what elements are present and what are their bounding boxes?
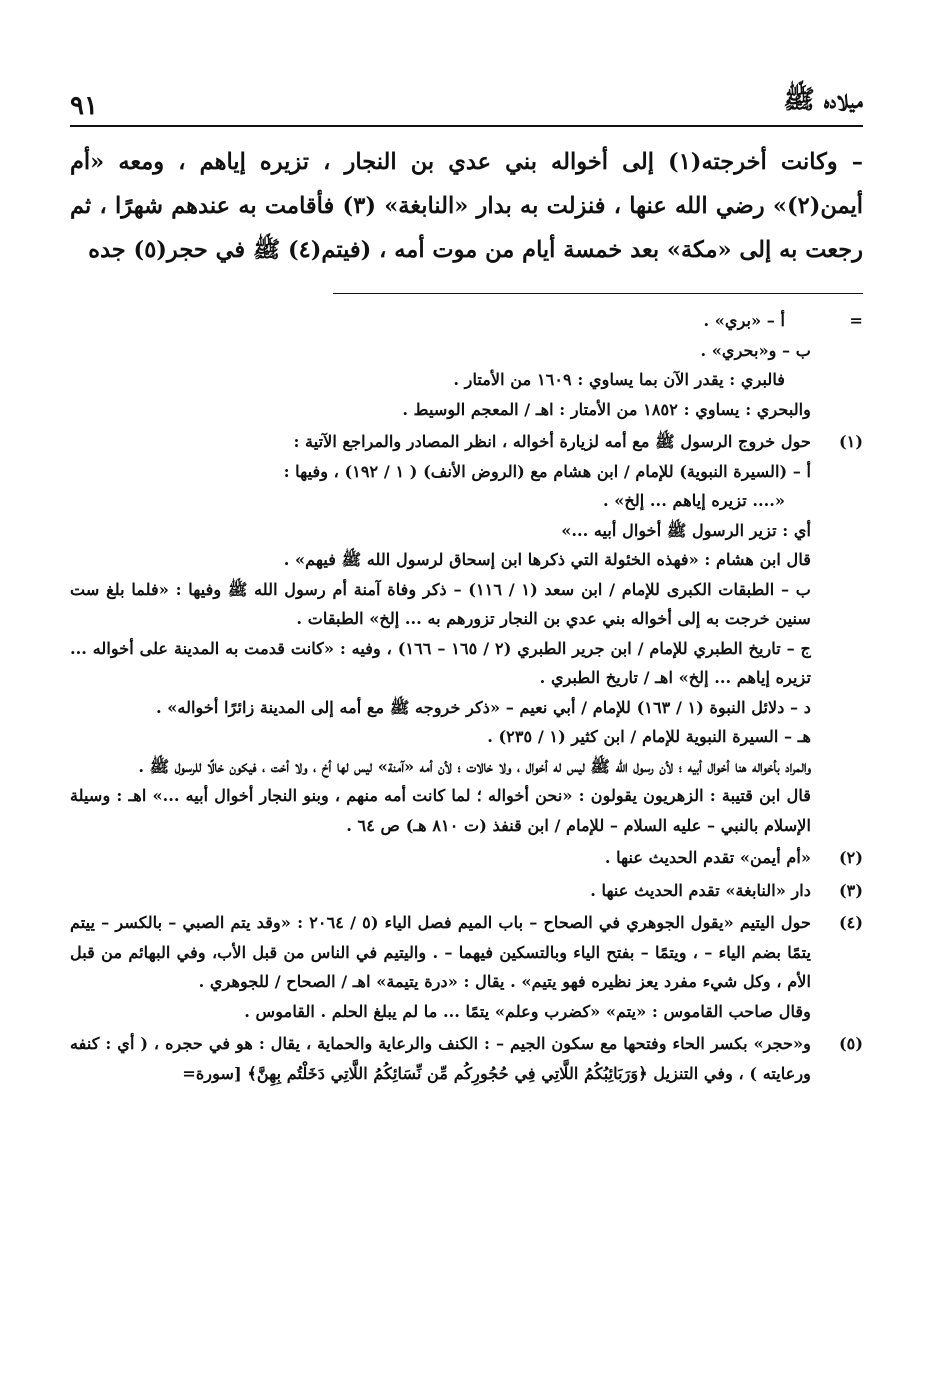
footnote-line: حول اليتيم «يقول الجوهري في الصحاح – باب الميم فصل الياء (٥ / ٢٠٦٤ : «وقد يتم الصبي – بالكسر – ييتم يتمًا بضم الياء – ، ويتمًا – بفتح الياء وبالتسكين فيهما – . واليتيم في الناس من قبل الأب، وفي البهائم من قبل الأم ، وكل شيء مفرد يعز نظيره فهو يتيم» . يقال : «درة يتيمة» اهـ / الصحاح / للجوهري . — [70, 913, 812, 991]
footnote-line: والبحري : يساوي : ١٨٥٢ من الأمتار : اهـ / المعجم الوسيط . — [402, 399, 811, 419]
footnote-4 — [70, 908, 863, 1026]
footnote-1 — [70, 427, 863, 840]
page-number: ٩١ — [70, 91, 98, 121]
footnote-line: وقال صاحب القاموس : «يتم» «كضرب وعلم» يتمًا ... ما لم يبلغ الحلم . القاموس . — [244, 1001, 811, 1021]
footnote-line: أ – (السيرة النبوية) للإمام / ابن هشام مع (الروض الأنف) ( ١ / ١٩٢) ، وفيها : — [283, 461, 811, 481]
footnote-line: «أم أيمن» تقدم الحديث عنها . — [604, 848, 811, 867]
main-paragraph: – وكانت أخرجته(١) إلى أخواله بني عدي بن النجار ، تزيره إياهم ، ومعه «أم أيمن(٢)» رضي الله عنها ، فنزلت به بدار «النابغة» (٣) فأقامت به عندهم شهرًا ، ثم رجعت به إلى «مكة» بعد خمسة أيام من موت أمه ، (فيتم(٤) ﷺ في حجر(٥) جده — [70, 149, 864, 263]
footnote-line: د – دلائل النبوة (١ / ١٦٣) للإمام / أبي نعيم – «ذكر خروجه ﷺ مع أمه إلى المدينة زائرًا أخواله» . — [156, 697, 811, 717]
footnote-2 — [70, 843, 863, 873]
footnote-line: ب – الطبقات الكبرى للإمام / ابن سعد (١ / ١١٦) – ذكر وفاة آمنة أم رسول الله ﷺ وفيها : «فلما بلغ ست سنين خرجت به إلى أخواله بني عدي بن النجار تزورهم به ... إلخ» الطبقات . — [70, 579, 812, 628]
footnote-number: (١) — [838, 432, 863, 451]
footnote-line: «.... تزيره إياهم ... إلخ» . — [603, 491, 785, 510]
footnote-line: دار «النابغة» تقدم الحديث عنها . — [590, 880, 811, 900]
footnote-line: فالبري : يقدر الآن بما يساوي : ١٦٠٩ من الأمتار . — [453, 370, 785, 389]
continuation-mark: = — [849, 311, 863, 330]
footnote-line: ب – و«بحري» . — [700, 340, 811, 360]
footnotes — [70, 306, 863, 1091]
footnote-separator — [333, 293, 863, 294]
footnote-number: (٢) — [838, 848, 863, 867]
footnote-line: ج – تاريخ الطبري للإمام / ابن جرير الطبري (٢ / ١٦٥ – ١٦٦) ، وفيه : «كانت قدمت به المدينة على أخواله ... تزيره إياهم ... إلخ» اهـ / تاريخ الطبري . — [70, 638, 811, 687]
footnote-continued — [70, 306, 863, 424]
page-header — [70, 85, 863, 127]
footnote-number: (٥) — [838, 1034, 863, 1053]
footnote-3 — [70, 876, 863, 906]
footnote-line: حول خروج الرسول ﷺ مع أمه لزيارة أخواله ، انظر المصادر والمراجع الآتية : — [293, 432, 811, 451]
footnote-line: قال ابن قتيبة : الزهريون يقولون : «نحن أخواله ؛ لما كانت أمه منهم ، وبنو النجار أخوال أبيه ...» اهـ : وسيلة الإسلام بالنبي – عليه السلام – للإمام / ابن قنفذ (ت ٨١٠ هـ) ص ٦٤ . — [70, 786, 811, 835]
running-title: ميلاده ﷺ — [783, 85, 863, 115]
footnote-line: و«حجر» بكسر الحاء وفتحها مع سكون الجيم – : الكنف والرعاية والحماية ، يقال : هو في حجره ، ( أي : كنفه ورعايته ) ، وفي التنزيل ﴿وَرَبَائِبُكُمُ اللَّاتِي فِي حُجُورِكُم مِّن نِّسَائِكُمُ اللَّاتِي دَخَلْتُم بِهِنَّ﴾ [سورة= — [70, 1034, 811, 1083]
footnote-5 — [70, 1029, 863, 1088]
footnote-line: أ – «بري» . — [703, 311, 785, 330]
footnote-line: قال ابن هشام : «فهذه الخئولة التي ذكرها ابن إسحاق لرسول الله ﷺ فيهم» . — [283, 550, 811, 569]
footnote-line: أي : تزير الرسول ﷺ أخوال أبيه ...» — [561, 520, 811, 540]
footnote-number: (٤) — [838, 913, 863, 932]
footnote-line: هـ – السيرة النبوية للإمام / ابن كثير (١ / ٢٣٥) . — [487, 727, 811, 746]
footnote-line: والمراد بأخواله هنا أخوال أبيه ؛ لأن رسول الله ﷺ ليس له أخوال ، ولا خالات ؛ لأن أمه «آمنة» ليس لها أخ ، ولا أخت ، فيكون خالًا للرسول ﷺ . — [138, 756, 811, 776]
footnote-number: (٣) — [838, 880, 863, 900]
